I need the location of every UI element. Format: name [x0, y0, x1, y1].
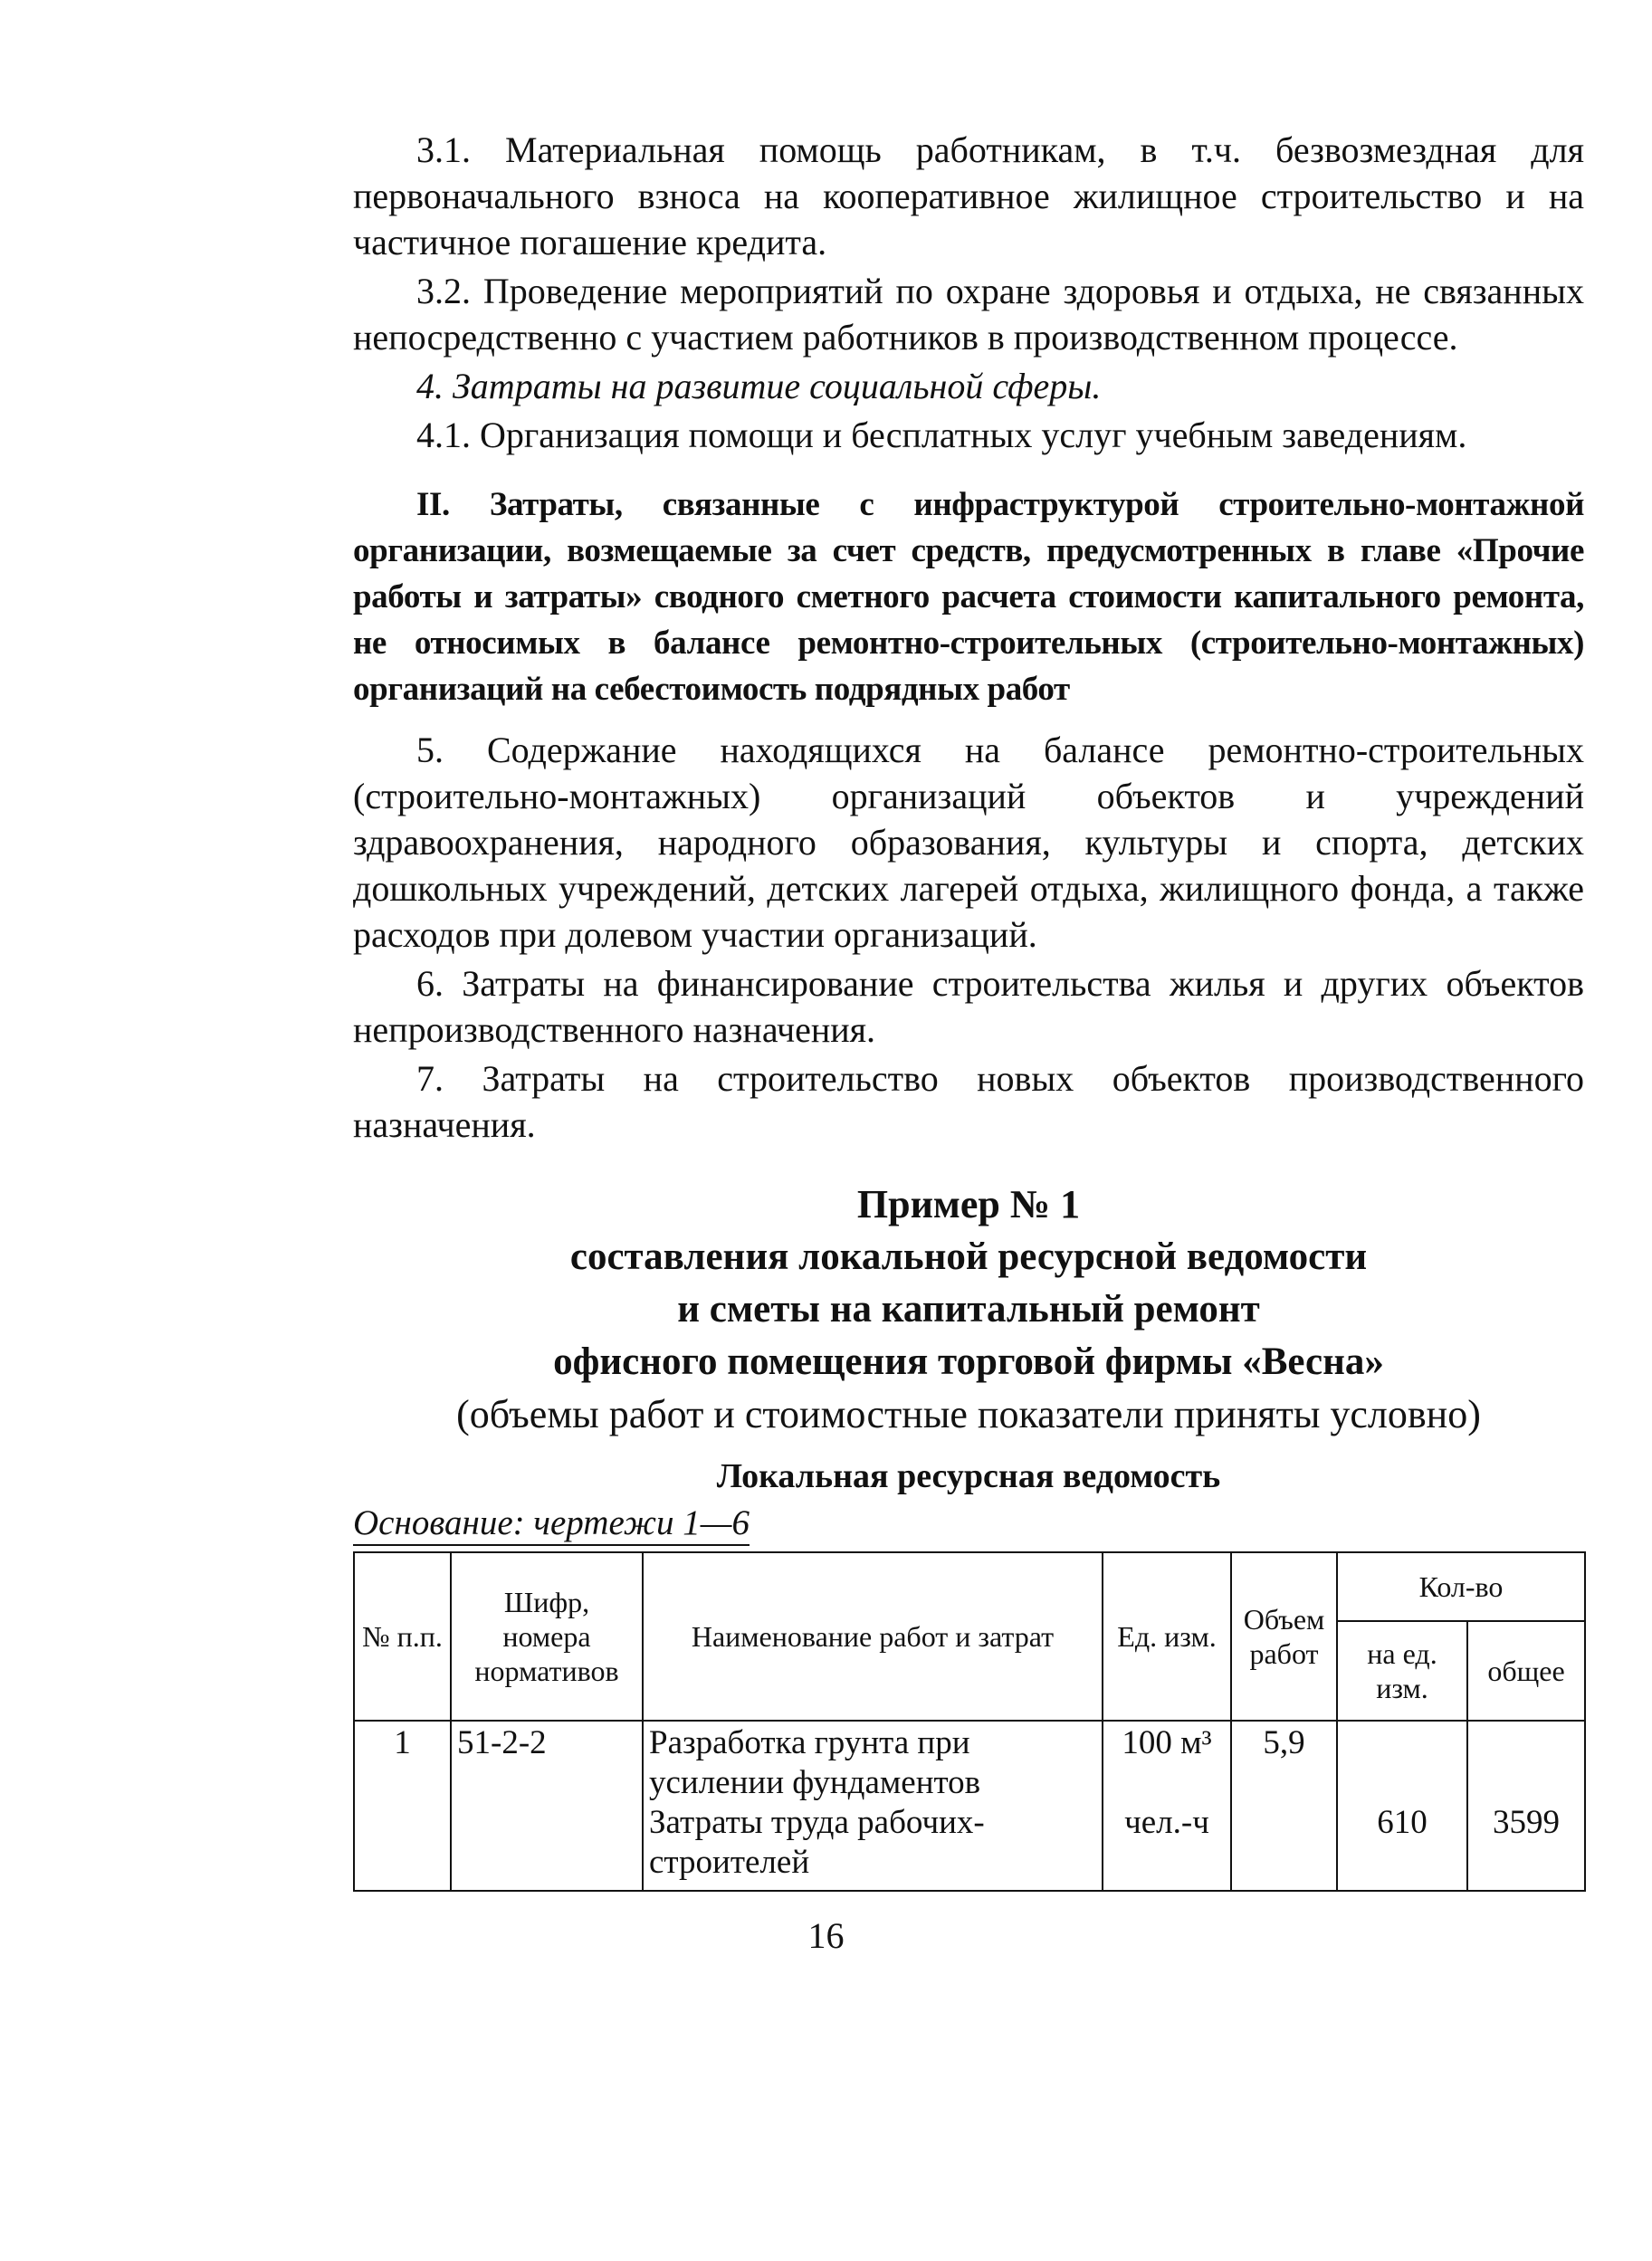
cell-total [1467, 1721, 1585, 1891]
cell-unit-2: чел.-ч [1124, 1804, 1209, 1841]
cell-volume: 5,9 [1231, 1721, 1337, 1891]
paragraph-4-1: 4.1. Организация помощи и бесплатных услуг учебным заведениям. [416, 415, 1467, 455]
paragraph-6: 6. Затраты на финансирование строительства жилья и других объектов непроизводственного назначения. [353, 963, 1584, 1050]
example-title-line-2: составления локальной ресурсной ведомости [569, 1235, 1368, 1278]
cell-num: 1 [354, 1721, 451, 1891]
cell-total-value: 3599 [1493, 1804, 1560, 1841]
page-number: 16 [807, 1915, 845, 1956]
cell-name-labor: Затраты труда рабочих-строителей [649, 1804, 985, 1881]
cell-code: 51-2-2 [451, 1721, 643, 1891]
header-volume: Объем работ [1231, 1552, 1337, 1721]
cell-unit-1: 100 м³ [1122, 1724, 1212, 1761]
header-num: № п.п. [354, 1552, 451, 1721]
cell-unit [1103, 1721, 1231, 1891]
cell-per-unit [1337, 1721, 1467, 1891]
resource-table [353, 1551, 1586, 1892]
section-heading-ii: II. Затраты, связанные с инфраструктурой строительно-монтажной организации, возмещаемые за счет средств, предусмотренных в главе «Прочие работы и затраты» сводного сметного расчета стоимости капитального ремонта, не относимых в балансе ремонтно-строительных (строительно-монтажных) организаций на себестоимость подрядных работ [353, 486, 1584, 708]
cell-per-unit-value: 610 [1377, 1804, 1428, 1841]
table-basis: Основание: чертежи 1—6 [353, 1503, 750, 1546]
header-unit: Ед. изм. [1103, 1552, 1231, 1721]
paragraph-5: 5. Содержание находящихся на балансе ремонтно-строительных (строительно-монтажных) организаций объектов и учреждений здравоохранения, народного образования, культуры и спорта, детских дошкольных учреждений, детских лагерей отдыха, жилищного фонда, а также расходов при долевом участии организаций. [353, 730, 1584, 955]
header-per-unit: на ед. изм. [1337, 1621, 1467, 1721]
cell-name [643, 1721, 1103, 1891]
paragraph-7: 7. Затраты на строительство новых объектов производственного назначения. [353, 1058, 1584, 1145]
example-title-line-4: офисного помещения торговой фирмы «Весна» [553, 1340, 1384, 1383]
header-name: Наименование работ и затрат [643, 1552, 1103, 1721]
example-title-line-1: Пример № 1 [856, 1182, 1081, 1226]
table-title: Локальная ресурсная ведомость [716, 1457, 1221, 1495]
example-title-line-5: (объемы работ и стоимостные показатели приняты условно) [456, 1392, 1481, 1436]
header-qty: Кол-во [1337, 1552, 1585, 1621]
paragraph-4-heading: 4. Затраты на развитие социальной сферы. [416, 366, 1102, 406]
header-code: Шифр, номера нормативов [451, 1552, 643, 1721]
paragraph-3-2: 3.2. Проведение мероприятий по охране здоровья и отдыха, не связанных непосредственно с участием работников в производственном процессе. [353, 271, 1584, 358]
example-title [353, 1178, 1584, 1441]
paragraph-3-1: 3.1. Материальная помощь работникам, в т.ч. безвозмездная для первоначального взноса на кооперативное жилищное строительство и на частичное погашение кредита. [353, 129, 1584, 262]
cell-name-work: Разработка грунта при усилении фундаментов [649, 1724, 981, 1801]
table-header-row [354, 1552, 1585, 1621]
table-row [354, 1721, 1585, 1891]
example-title-line-3: и сметы на капитальный ремонт [677, 1288, 1260, 1331]
document-page [353, 127, 1584, 1892]
header-total: общее [1467, 1621, 1585, 1721]
